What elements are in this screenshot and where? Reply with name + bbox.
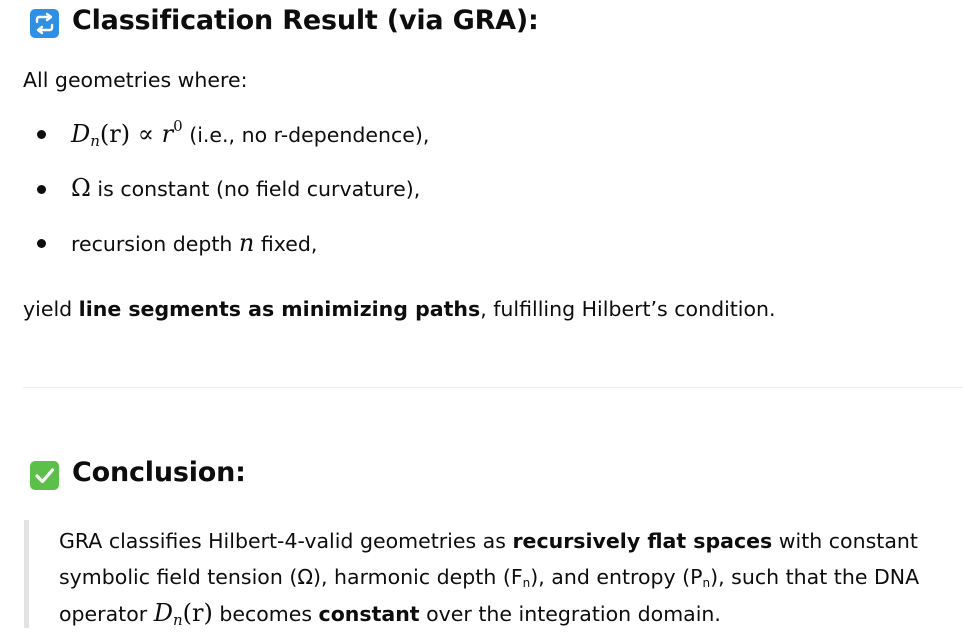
math-omega: Ω — [71, 174, 91, 202]
repeat-arrows-icon — [30, 9, 59, 38]
quote-line: GRA classifies Hilbert-4-valid geometries as recursively flat spaces with constant — [59, 529, 918, 553]
math-n: n — [238, 229, 255, 257]
quote-line: symbolic field tension (Ω), harmonic depth (Fn), and entropy (Pn), such that the DNA — [59, 565, 920, 590]
blockquote-bar — [24, 520, 29, 628]
check-mark-icon — [30, 461, 59, 490]
math-expression: $D_n(r) \propto r^0$ — [71, 117, 183, 150]
quote-line: operator $D_n(r)$ becomes constant over the integration domain. — [59, 599, 721, 629]
math-expression: $D_n(r)$ — [153, 599, 213, 629]
summary-text: yield line segments as minimizing paths, fulfilling Hilbert’s condition. — [23, 297, 776, 321]
section-heading-conclusion: Conclusion: — [72, 457, 246, 488]
intro-text: All geometries where: — [23, 68, 248, 92]
section-heading-classification: Classification Result (via GRA): — [72, 5, 539, 36]
list-item: Ω is constant (no field curvature), — [71, 174, 421, 202]
bullet-dot — [37, 130, 46, 139]
bullet-dot — [37, 185, 46, 194]
list-item: recursion depth n fixed, — [71, 229, 318, 257]
divider — [23, 387, 963, 388]
bullet-dot — [37, 239, 46, 248]
list-item: $D_n(r) \propto r^0$ (i.e., no r-dependence), — [71, 117, 430, 150]
